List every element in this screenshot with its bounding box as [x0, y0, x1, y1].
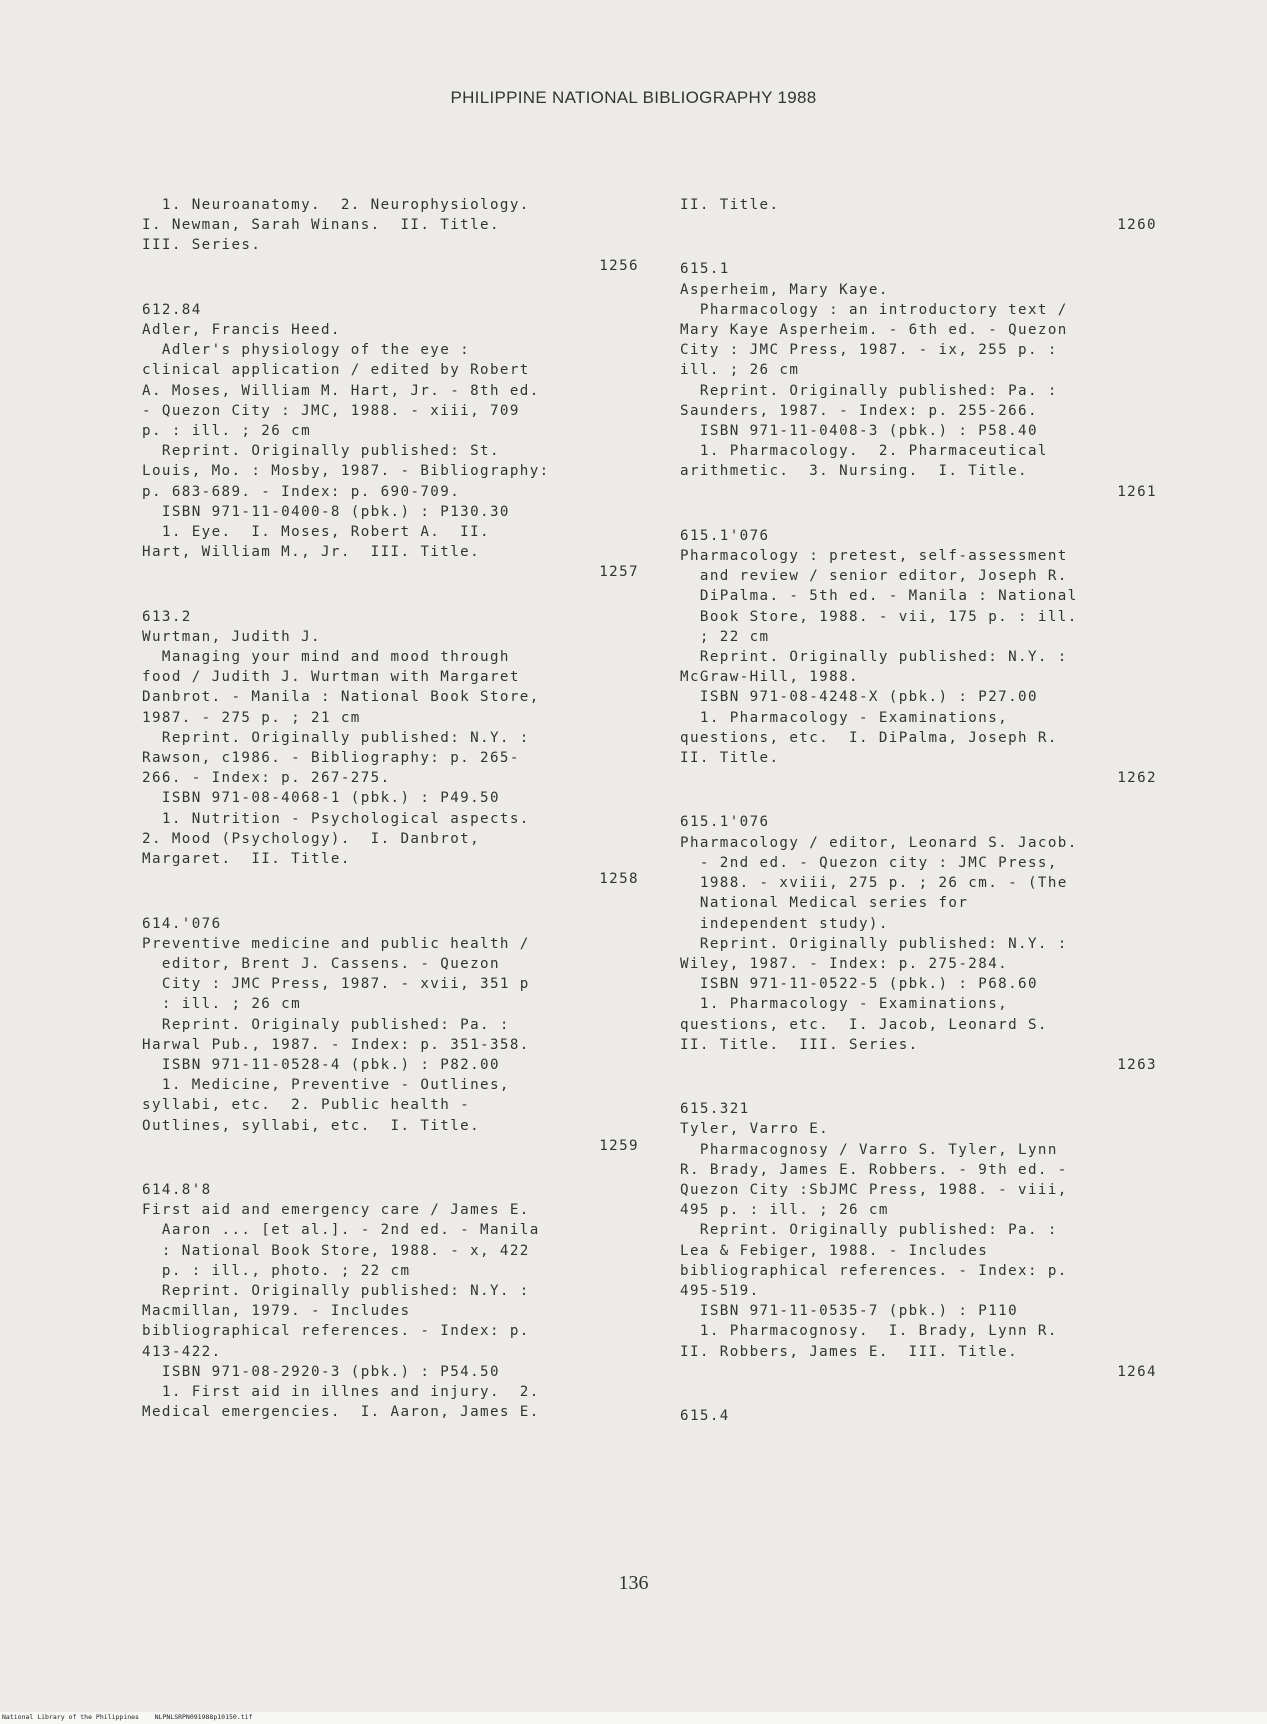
entry-line: DiPalma. - 5th ed. - Manila : National	[680, 588, 1078, 605]
entry-line: ISBN 971-11-0408-3 (pbk.) : P58.40	[680, 423, 1038, 440]
entry-number: 1259	[599, 1137, 639, 1154]
entry-line: syllabi, etc. 2. Public health -	[142, 1097, 471, 1114]
entry-line: 266. - Index: p. 267-275.	[142, 770, 391, 787]
entry-gap	[142, 583, 647, 607]
entry-line: 495 p. : ill. ; 26 cm	[680, 1202, 889, 1219]
entry-line: Reprint. Originally published: N.Y. :	[142, 1282, 530, 1299]
entry-line: 1. First aid in illnes and injury. 2.	[142, 1383, 540, 1400]
footer-file: NLPNLSRPN091988p10150.tif	[154, 1713, 253, 1721]
entry-line: ; 22 cm	[680, 628, 770, 645]
entry-line: Harwal Pub., 1987. - Index: p. 351-358.	[142, 1036, 530, 1053]
entry-gap	[680, 1382, 1165, 1406]
entry-line: 612.84	[142, 301, 202, 318]
entry-line: Aaron ... [et al.]. - 2nd ed. - Manila	[142, 1222, 540, 1239]
entry-line: 1. Nutrition - Psychological aspects.	[142, 810, 530, 827]
entry-line: Pharmacognosy / Varro S. Tyler, Lynn	[680, 1141, 1058, 1158]
entry-line: ISBN 971-11-0535-7 (pbk.) : P110	[680, 1303, 1019, 1320]
entry-line: Reprint. Originally published: St.	[142, 443, 500, 460]
entry-line: Wiley, 1987. - Index: p. 275-284.	[680, 955, 1009, 972]
entry-number: 1260	[1117, 217, 1157, 234]
entry-line: III. Series.	[142, 237, 262, 254]
entry-line: independent study).	[680, 915, 889, 932]
bibliography-entry	[142, 1180, 647, 1422]
entry-line: Adler, Francis Heed.	[142, 322, 341, 339]
entry-line: editor, Brent J. Cassens. - Quezon	[142, 955, 500, 972]
entry-line: ISBN 971-08-2920-3 (pbk.) : P54.50	[142, 1363, 500, 1380]
entry-line: Pharmacology : pretest, self-assessment	[680, 548, 1068, 565]
entry-line: p. : ill., photo. ; 22 cm	[142, 1262, 411, 1279]
right-column	[680, 195, 1165, 1426]
bibliography-entry	[142, 914, 647, 1156]
bibliography-entry	[680, 1406, 1165, 1426]
footer-library: National Library of the Philippines	[2, 1713, 139, 1721]
entry-line: food / Judith J. Wurtman with Margaret	[142, 669, 520, 686]
bibliography-entry	[680, 526, 1165, 789]
entry-line: 613.2	[142, 608, 192, 625]
entry-line: 2. Mood (Psychology). I. Danbrot,	[142, 830, 481, 847]
entry-gap	[680, 1075, 1165, 1099]
entry-gap	[142, 276, 647, 300]
entry-line: Reprint. Originally published: Pa. :	[680, 382, 1058, 399]
entry-line: Medical emergencies. I. Aaron, James E.	[142, 1404, 540, 1421]
entry-line: Macmillan, 1979. - Includes	[142, 1303, 411, 1320]
entry-line: bibliographical references. - Index: p.	[142, 1323, 530, 1340]
entry-line: Mary Kaye Asperheim. - 6th ed. - Quezon	[680, 322, 1068, 339]
entry-line: 615.4	[680, 1407, 730, 1424]
entry-line: - Quezon City : JMC, 1988. - xiii, 709	[142, 402, 520, 419]
entry-line: Lea & Febiger, 1988. - Includes	[680, 1242, 989, 1259]
entry-line: Tyler, Varro E.	[680, 1121, 830, 1138]
entry-line: 1. Eye. I. Moses, Robert A. II.	[142, 524, 490, 541]
bibliography-entry	[680, 812, 1165, 1075]
entry-line: 1988. - xviii, 275 p. ; 26 cm. - (The	[680, 875, 1068, 892]
entry-line: 1987. - 275 p. ; 21 cm	[142, 709, 361, 726]
entry-line: questions, etc. I. Jacob, Leonard S.	[680, 1016, 1048, 1033]
entry-line: clinical application / edited by Robert	[142, 362, 530, 379]
left-column	[142, 195, 647, 1422]
entry-line: 413-422.	[142, 1343, 222, 1360]
entry-line: 1. Pharmacology. 2. Pharmaceutical	[680, 443, 1048, 460]
entry-number: 1264	[1117, 1363, 1157, 1380]
entry-line: Louis, Mo. : Mosby, 1987. - Bibliography:	[142, 463, 550, 480]
bibliography-entry	[142, 300, 647, 583]
entry-line: City : JMC Press, 1987. - xvii, 351 p	[142, 976, 530, 993]
entry-line: Reprint. Originally published: Pa. :	[680, 1222, 1058, 1239]
entry-line: p. : ill. ; 26 cm	[142, 423, 312, 440]
entry-line: R. Brady, James E. Robbers. - 9th ed. -	[680, 1161, 1068, 1178]
entry-number: 1261	[1117, 483, 1157, 500]
entry-number: 1257	[599, 564, 639, 581]
entry-line: Preventive medicine and public health /	[142, 935, 530, 952]
entry-line: 615.1'076	[680, 527, 770, 544]
footer-text	[2, 1713, 252, 1721]
entry-line: First aid and emergency care / James E.	[142, 1202, 530, 1219]
entry-line: 1. Pharmacognosy. I. Brady, Lynn R.	[680, 1323, 1058, 1340]
entry-line: Wurtman, Judith J.	[142, 628, 321, 645]
entry-line: Adler's physiology of the eye :	[142, 342, 471, 359]
entry-line: Book Store, 1988. - vii, 175 p. : ill.	[680, 608, 1078, 625]
page-title: PHILIPPINE NATIONAL BIBLIOGRAPHY 1988	[450, 88, 817, 107]
entry-line: p. 683-689. - Index: p. 690-709.	[142, 483, 461, 500]
entry-line: 615.1	[680, 261, 730, 278]
entry-line: arithmetic. 3. Nursing. I. Title.	[680, 463, 1028, 480]
entry-line: Rawson, c1986. - Bibliography: p. 265-	[142, 750, 520, 767]
entry-number: 1256	[599, 257, 639, 274]
entry-line: Hart, William M., Jr. III. Title.	[142, 544, 481, 561]
entry-gap	[142, 890, 647, 914]
bibliography-entry	[680, 259, 1165, 501]
entry-line: Danbrot. - Manila : National Book Store,	[142, 689, 540, 706]
entry-line: 615.321	[680, 1101, 750, 1118]
entry-line: Managing your mind and mood through	[142, 649, 510, 666]
entry-line: II. Title.	[680, 750, 780, 767]
entry-line: ISBN 971-11-0400-8 (pbk.) : P130.30	[142, 503, 510, 520]
entry-line: ISBN 971-08-4248-X (pbk.) : P27.00	[680, 689, 1038, 706]
entry-line: 1. Pharmacology - Examinations,	[680, 996, 1009, 1013]
entry-line: Pharmacology : an introductory text /	[680, 301, 1068, 318]
bibliography-entry	[680, 1099, 1165, 1382]
entry-line: : National Book Store, 1988. - x, 422	[142, 1242, 530, 1259]
entry-line: - 2nd ed. - Quezon city : JMC Press,	[680, 854, 1058, 871]
entry-line: Reprint. Originally published: N.Y. :	[142, 729, 530, 746]
bibliography-entry	[142, 607, 647, 890]
entry-line: ISBN 971-11-0528-4 (pbk.) : P82.00	[142, 1056, 500, 1073]
entry-line: ill. ; 26 cm	[680, 362, 800, 379]
entry-line: bibliographical references. - Index: p.	[680, 1262, 1068, 1279]
entry-line: I. Newman, Sarah Winans. II. Title.	[142, 217, 500, 234]
entry-number: 1262	[1117, 770, 1157, 787]
entry-gap	[680, 235, 1165, 259]
entry-number: 1263	[1117, 1056, 1157, 1073]
entry-line: Margaret. II. Title.	[142, 851, 351, 868]
entry-line: 614.'076	[142, 915, 222, 932]
entry-line: Saunders, 1987. - Index: p. 255-266.	[680, 402, 1038, 419]
entry-gap	[680, 502, 1165, 526]
entry-line: Reprint. Originally published: N.Y. :	[680, 649, 1068, 666]
entry-line: ISBN 971-08-4068-1 (pbk.) : P49.50	[142, 790, 500, 807]
entry-line: 1. Neuroanatomy. 2. Neurophysiology.	[142, 197, 530, 213]
entry-line: 495-519.	[680, 1282, 760, 1299]
entry-line: 1. Pharmacology - Examinations,	[680, 709, 1009, 726]
entry-line: and review / senior editor, Joseph R.	[680, 568, 1068, 585]
entry-gap	[680, 788, 1165, 812]
entry-line: Quezon City :SbJMC Press, 1988. - viii,	[680, 1181, 1068, 1198]
entry-line: II. Robbers, James E. III. Title.	[680, 1343, 1019, 1360]
entry-line: 614.8'8	[142, 1181, 212, 1198]
entry-line: Reprint. Originaly published: Pa. :	[142, 1016, 510, 1033]
entry-line: Pharmacology / editor, Leonard S. Jacob.	[680, 834, 1078, 851]
entry-line: questions, etc. I. DiPalma, Joseph R.	[680, 729, 1058, 746]
entry-line: : ill. ; 26 cm	[142, 996, 302, 1013]
entry-line: II. Title. III. Series.	[680, 1036, 919, 1053]
entry-gap	[142, 1156, 647, 1180]
entry-line: City : JMC Press, 1987. - ix, 255 p. :	[680, 342, 1058, 359]
bibliography-entry	[680, 195, 1165, 235]
entry-number: 1258	[599, 871, 639, 888]
entry-line: Outlines, syllabi, etc. I. Title.	[142, 1117, 481, 1134]
page-number: 136	[618, 1572, 649, 1594]
entry-line: McGraw-Hill, 1988.	[680, 669, 859, 686]
entry-line: 1. Medicine, Preventive - Outlines,	[142, 1077, 510, 1094]
entry-line: Reprint. Originally published: N.Y. :	[680, 935, 1068, 952]
entry-line: ISBN 971-11-0522-5 (pbk.) : P68.60	[680, 976, 1038, 993]
entry-line: National Medical series for	[680, 895, 969, 912]
entry-line: 615.1'076	[680, 814, 770, 831]
entry-line: A. Moses, William M. Hart, Jr. - 8th ed.	[142, 382, 540, 399]
entry-line: Asperheim, Mary Kaye.	[680, 281, 889, 298]
entry-line: II. Title.	[680, 197, 780, 213]
bibliography-entry	[142, 195, 647, 276]
